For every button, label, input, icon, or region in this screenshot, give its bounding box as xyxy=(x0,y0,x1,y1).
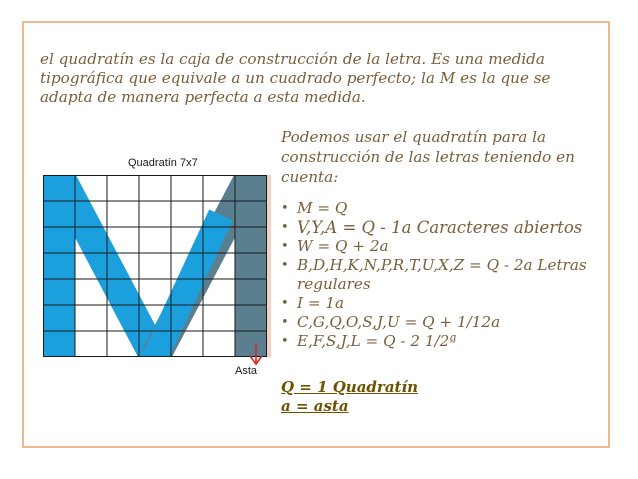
rule-item: • B,D,H,K,N,P,R,T,U,X,Z = Q - 2a Letras regulares xyxy=(281,256,611,294)
rules-list xyxy=(281,199,611,351)
figure-title: Quadratín 7x7 xyxy=(128,157,198,169)
rules-panel xyxy=(281,127,611,351)
definitions xyxy=(281,378,418,416)
quadratin-figure xyxy=(43,157,273,383)
asta-column-edge xyxy=(267,175,271,357)
rule-item: • C,G,Q,O,S,J,U = Q + 1/12a xyxy=(281,313,611,332)
letter-m-shape xyxy=(43,175,267,357)
rule-item: • I = 1a xyxy=(281,294,611,313)
asta-label: Asta xyxy=(235,365,258,377)
definition-q: Q = 1 Quadratín xyxy=(281,378,419,396)
intro-paragraph: el quadratín es la caja de construcción de la letra. Es una medida tipográfica que equivale a un cuadrado perfecto; la M es la que se adapta de manera perfecta a esta medida. xyxy=(40,50,551,106)
rule-item: • W = Q + 2a xyxy=(281,237,611,256)
rules-lead: Podemos usar el quadratín para la construcción de las letras teniendo en cuenta: xyxy=(281,128,575,186)
quadratin-grid-diagram xyxy=(43,157,273,383)
rule-item: • V,Y,A = Q - 1a Caracteres abiertos xyxy=(281,218,611,237)
definition-a: a = asta xyxy=(281,397,349,415)
rule-item: • M = Q xyxy=(281,199,611,218)
rule-item: • E,F,S,J,L = Q - 2 1/2ª xyxy=(281,332,611,351)
